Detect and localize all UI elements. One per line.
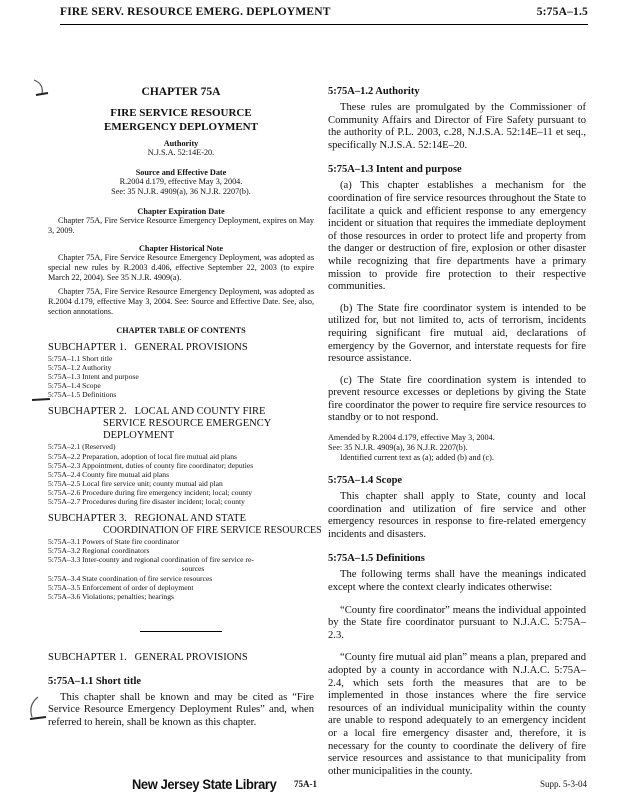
toc-heading: CHAPTER TABLE OF CONTENTS xyxy=(116,326,246,335)
chapter-title: FIRE SERVICE RESOURCE EMERGENCY DEPLOYMENT xyxy=(104,107,258,133)
section-divider xyxy=(140,631,222,632)
chapter-number: CHAPTER 75A xyxy=(141,86,221,98)
section-heading: 5:75A–1.3 Intent and purpose xyxy=(328,164,462,176)
expiration-heading: Chapter Expiration Date xyxy=(137,207,225,216)
toc-subchapter-3: SUBCHAPTER 3. REGIONAL AND STATE COORDINATION OF FIRE SERVICE RESOURCES xyxy=(48,513,322,537)
toc-item: 5:75A–2.1 (Reserved) xyxy=(48,442,116,452)
historical-note-text: Chapter 75A, Fire Service Resource Emergency Deployment, was adopted as R.2004 d.179, effective May 3, 2004. See: Source and Effective Date. See, also, section annotations. xyxy=(48,287,314,316)
toc-item: 5:75A–2.5 Local fire service unit; county mutual aid plan xyxy=(48,478,223,488)
toc-item: 5:75A–3.6 Violations; penalties; hearings xyxy=(48,591,174,601)
toc-item: 5:75A–2.3 Appointment, duties of county fire coordinator; deputies xyxy=(48,460,254,470)
section-text: (c) The State fire coordination system is intended to prevent resource excesses or depletions by giving the State fire coordinator the power to require fire service resources to standby or to not respond. xyxy=(328,374,586,424)
library-stamp: New Jersey State Library xyxy=(132,776,277,792)
toc-item: 5:75A–3.5 Enforcement of order of deployment xyxy=(48,582,194,592)
authority-text: N.J.S.A. 52:14E-20. xyxy=(147,148,215,157)
toc-list-sub3 xyxy=(48,537,314,601)
toc-item: 5:75A–3.3 Inter-county and regional coordination of fire service re- xyxy=(48,555,254,565)
toc-item: 5:75A–1.4 Scope xyxy=(48,381,101,391)
section-heading: 5:75A–1.5 Definitions xyxy=(328,553,425,565)
historical-note-text: Chapter 75A, Fire Service Resource Emergency Deployment, was adopted as special new rules by R.2003 d.406, effective September 22, 2003 (to expire March 22, 2004). See 35 N.J.R. 4909(a). xyxy=(48,253,314,282)
left-column xyxy=(48,86,322,730)
toc-item: 5:75A–2.7 Procedures during fire disaster incident; local; county xyxy=(48,497,245,507)
section-heading: 5:75A–1.1 Short title xyxy=(48,675,142,687)
supplement-date: Supp. 5-3-04 xyxy=(540,779,587,789)
section-heading: 5:75A–1.4 Scope xyxy=(328,475,403,487)
toc-item: 5:75A–2.2 Preparation, adoption of local fire mutual aid plans xyxy=(48,451,237,461)
historical-note-heading: Chapter Historical Note xyxy=(139,244,223,253)
running-header-section: 5:75A–1.5 xyxy=(536,6,588,18)
toc-item: 5:75A–3.2 Regional coordinators xyxy=(48,546,150,556)
header-rule xyxy=(60,24,588,25)
subchapter-heading: SUBCHAPTER 1. GENERAL PROVISIONS xyxy=(48,651,248,663)
toc-item: 5:75A–2.4 County fire mutual aid plans xyxy=(48,469,170,479)
toc-list-sub2 xyxy=(48,442,314,506)
toc-item: 5:75A–3.4 State coordination of fire service resources xyxy=(48,573,213,583)
section-text: These rules are promulgated by the Commissioner of Community Affairs and Director of Fire Safety pursuant to the authority of P.L. 2003, c.28, N.J.S.A. 52:14E–11 et seq., specifically N.J.S.A. 52:14E–20. xyxy=(328,102,586,151)
source-heading: Source and Effective Date xyxy=(135,168,227,177)
toc-list-sub1 xyxy=(48,354,314,399)
section-heading: 5:75A–1.2 Authority xyxy=(328,86,420,97)
toc-item: 5:75A–1.3 Intent and purpose xyxy=(48,372,139,382)
right-column xyxy=(328,86,586,778)
page-number: 75A-1 xyxy=(294,779,317,789)
toc-item: 5:75A–1.5 Definitions xyxy=(48,390,117,400)
toc-item: 5:75A–2.6 Procedure during fire emergency incident; local; county xyxy=(48,487,252,497)
toc-item: 5:75A–1.1 Short title xyxy=(48,354,113,363)
definition-text: “County fire mutual aid plan” means a plan, prepared and adopted by a county in accordance with N.J.A.C. 5:75A–2.4, which sets forth the measures that are to be implemented in those instances where the fire service resources of an individual municipality within the county are unable to respond adequately to an emergency incident or a local fire emergency disaster and, therefore, it is necessary for the county to coordinate the delivery of fire service resources and assistance to that municipality from other municipalities in the county. xyxy=(328,652,586,777)
section-text: The following terms shall have the meanings indicated except where the context clearly indicates otherwise: xyxy=(328,569,586,594)
definition-text: “County fire coordinator” means the individual appointed by the State fire coordinator pursuant to N.J.A.C. 5:75A–2.3. xyxy=(328,604,586,641)
section-text: (b) The State fire coordinator system is intended to be utilized for, but not limited to, acts of terrorism, incidents requiring significant fire mutual aid, declarations of emergency by the Governor, and interstate requests for fire resource assistance. xyxy=(328,302,586,365)
amendment-note: Amended by R.2004 d.179, effective May 3, 2004. See: 35 N.J.R. 4909(a), 36 N.J.R. 2207(b). Identified current text as (a); added (b) and (c). xyxy=(328,433,495,463)
source-text: See: 35 N.J.R. 4909(a), 36 N.J.R. 2207(b). xyxy=(111,187,251,196)
source-text: R.2004 d.179, effective May 3, 2004. xyxy=(119,177,243,186)
toc-item: 5:75A–1.2 Authority xyxy=(48,363,112,373)
toc-item: 5:75A–3.1 Powers of State fire coordinator xyxy=(48,537,180,547)
running-header-title: FIRE SERV. RESOURCE EMERG. DEPLOYMENT xyxy=(60,6,331,18)
toc-subchapter-2: SUBCHAPTER 2. LOCAL AND COUNTY FIRE SERVICE RESOURCE EMERGENCY DEPLOYMENT xyxy=(48,406,272,442)
expiration-text: Chapter 75A, Fire Service Resource Emergency Deployment, expires on May 3, 2009. xyxy=(48,216,314,235)
section-text: This chapter shall apply to State, county and local coordination and utilization of fire service and other emergency resources in response to fire-related emergency incidents and disasters. xyxy=(328,491,586,540)
toc-subchapter-1: SUBCHAPTER 1. GENERAL PROVISIONS xyxy=(48,342,248,353)
section-text: This chapter shall be known and may be cited as “Fire Service Resource Emergency Deployment Rules” and, when referred to herein, shall be known as this chapter. xyxy=(48,691,314,728)
section-text: (a) This chapter establishes a mechanism for the coordination of fire service resources throughout the State to facilitate a quick and efficient response to any emergency incident or situation that requires the immediate deployment of those resources in order to protect life and property from the danger or destruction of fire, explosion or other disaster while recognizing that fire departments have a primary mission to provide fire protection to their respective communities. xyxy=(328,180,586,293)
punch-hole-mark xyxy=(24,695,48,725)
authority-heading: Authority xyxy=(163,139,199,148)
toc-item-continuation: sources xyxy=(181,564,205,574)
